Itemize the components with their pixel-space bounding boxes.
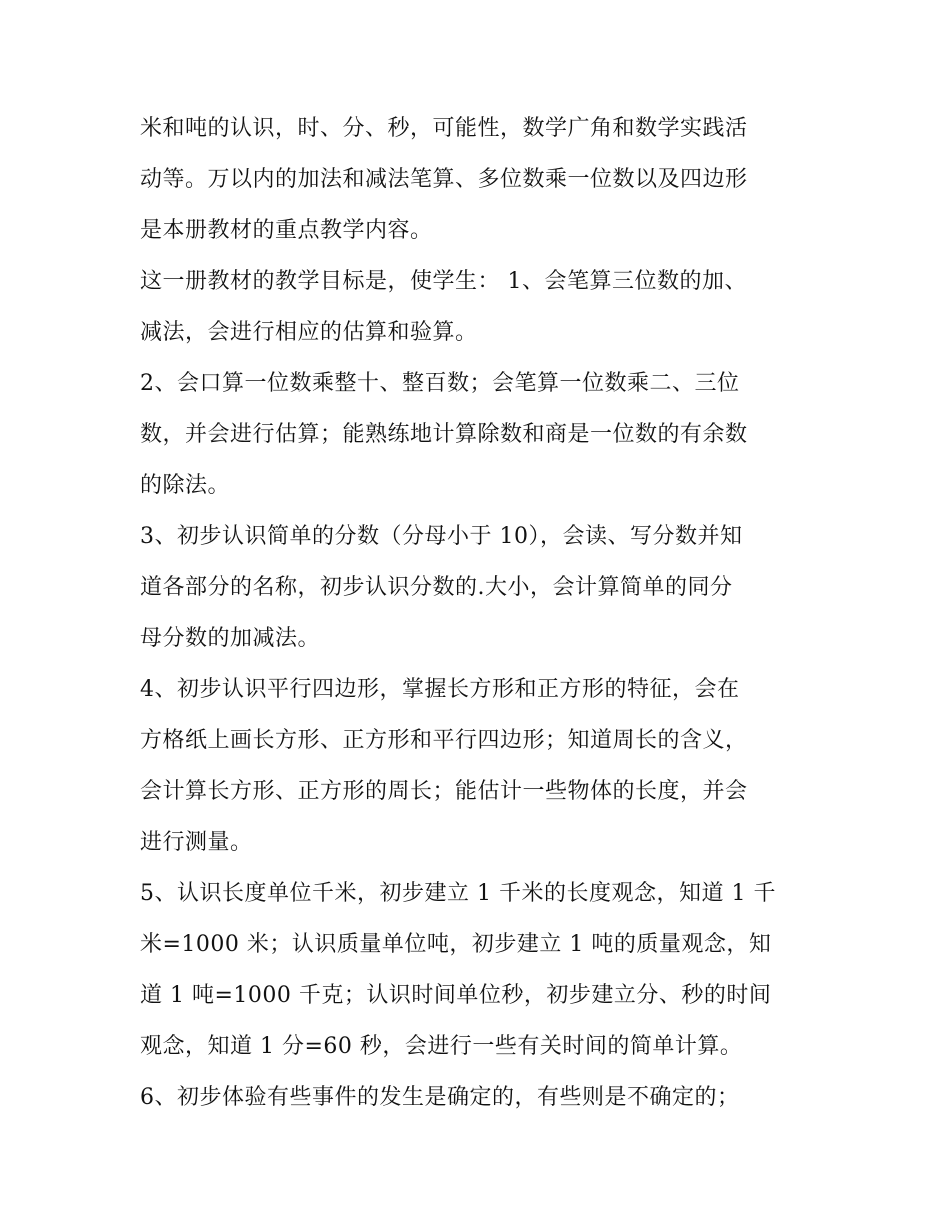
document-body bbox=[140, 103, 830, 1123]
text-line: 观念，知道 1 分=60 秒，会进行一些有关时间的简单计算。 bbox=[140, 1034, 743, 1059]
text-line: 动等。万以内的加法和减法笔算、多位数乘一位数以及四边形 bbox=[140, 167, 748, 192]
text-line: 2、会口算一位数乘整十、整百数；会笔算一位数乘二、三位 bbox=[140, 371, 740, 396]
text-line: 米=1000 米；认识质量单位吨，初步建立 1 吨的质量观念，知 bbox=[140, 932, 772, 957]
text-line: 母分数的加减法。 bbox=[140, 626, 321, 651]
text-line: 这一册教材的教学目标是，使学生： 1、会笔算三位数的加、 bbox=[140, 269, 747, 294]
text-line: 方格纸上画长方形、正方形和平行四边形；知道周长的含义， bbox=[140, 728, 748, 753]
text-line: 数，并会进行估算；能熟练地计算除数和商是一位数的有余数 bbox=[140, 422, 748, 447]
text-line: 3、初步认识简单的分数（分母小于 10），会读、写分数并知 bbox=[140, 524, 743, 549]
text-line: 米和吨的认识，时、分、秒，可能性，数学广角和数学实践活 bbox=[140, 116, 748, 141]
text-line: 5、认识长度单位千米，初步建立 1 千米的长度观念，知道 1 千 bbox=[140, 881, 776, 906]
text-line: 减法，会进行相应的估算和验算。 bbox=[140, 320, 478, 345]
text-line: 的除法。 bbox=[140, 473, 231, 498]
text-line: 4、初步认识平行四边形，掌握长方形和正方形的特征，会在 bbox=[140, 677, 740, 702]
text-line: 会计算长方形、正方形的周长；能估计一些物体的长度，并会 bbox=[140, 779, 748, 804]
text-line: 进行测量。 bbox=[140, 830, 253, 855]
text-line: 道 1 吨=1000 千克；认识时间单位秒，初步建立分、秒的时间 bbox=[140, 983, 772, 1008]
text-line: 道各部分的名称，初步认识分数的.大小，会计算简单的同分 bbox=[140, 575, 733, 600]
text-line: 6、初步体验有些事件的发生是确定的，有些则是不确定的； bbox=[140, 1085, 740, 1110]
text-line: 是本册教材的重点教学内容。 bbox=[140, 218, 433, 243]
